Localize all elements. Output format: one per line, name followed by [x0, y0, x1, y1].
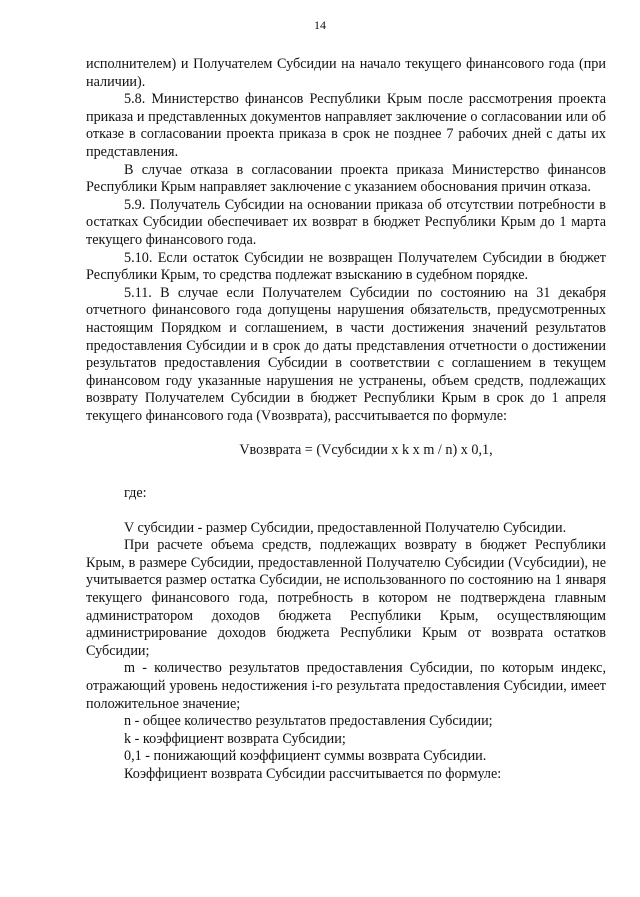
paragraph-5-10: 5.10. Если остаток Субсидии не возвращен Получателем Субсидии в бюджет Республики Крым, то средства подлежат взысканию в судебном порядке.: [86, 249, 606, 284]
paragraph-5-11: 5.11. В случае если Получателем Субсидии по состоянию на 31 декабря отчетного финансового года допущены нарушения обязательств, предусмотренных настоящим Порядком и соглашением, в части достижения значений результатов предоставления Субсидии и в срок до даты представления отчетности о достижении результатов предоставления Субсидии в соответствии с соглашением в текущем финансовом году указанные нарушения не устранены, объем средств, подлежащих возврату Получателем Субсидии в бюджет Республики Крым в срок до 1 апреля текущего финансового года (Vвозврата), рассчитывается по формуле:: [86, 284, 606, 424]
definition-v-subsidy: V субсидии - размер Субсидии, предоставленной Получателю Субсидии.: [124, 519, 567, 536]
page-number: 14: [314, 18, 326, 32]
document-body: [86, 56, 606, 784]
formula-where-label: где:: [124, 485, 147, 502]
definition-k: k - коэффициент возврата Субсидии;: [124, 730, 346, 747]
paragraph-5-8: 5.8. Министерство финансов Республики Крым после рассмотрения проекта приказа и представленных документов направляет заключение о согласовании или об отказе в согласовании проекта приказа в срок не позднее 7 рабочих дней с даты их представления.: [86, 91, 606, 160]
definition-n: n - общее количество результатов предоставления Субсидии;: [124, 713, 493, 730]
paragraph-calculation-note: При расчете объема средств, подлежащих возврату в бюджет Республики Крым, в размере Субсидии, предоставленной Получателю Субсидии (Vсубсидии), не учитывается размер остатка Субсидии, не использованного по состоянию на 1 января текущего финансового года, потребность в котором не подтверждена главным администратором доходов бюджета Республики Крым, осуществляющим администрирование доходов бюджета Республики Крым от возврата остатков Субсидии;: [86, 537, 606, 659]
paragraph-5-9: 5.9. Получатель Субсидии на основании приказа об отсутствии потребности в остатках Субсидии обеспечивает их возврат в бюджет Республики Крым до 1 марта текущего финансового года.: [86, 196, 606, 248]
definition-coefficient: 0,1 - понижающий коэффициент суммы возврата Субсидии.: [124, 748, 487, 765]
paragraph-return-coefficient: Коэффициент возврата Субсидии рассчитывается по формуле:: [124, 765, 502, 782]
return-formula: Vвозврата = (Vсубсидии x k x m / n) x 0,1,: [239, 442, 493, 459]
paragraph-continuation: исполнителем) и Получателем Субсидии на начало текущего финансового года (при наличии).: [86, 56, 606, 90]
paragraph-refusal: В случае отказа в согласовании проекта приказа Министерство финансов Республики Крым направляет заключение с указанием обоснования причин отказа.: [86, 161, 606, 196]
definition-m: m - количество результатов предоставления Субсидии, по которым индекс, отражающий уровень недостижения i-го результата предоставления Субсидии, имеет положительное значение;: [86, 660, 606, 712]
